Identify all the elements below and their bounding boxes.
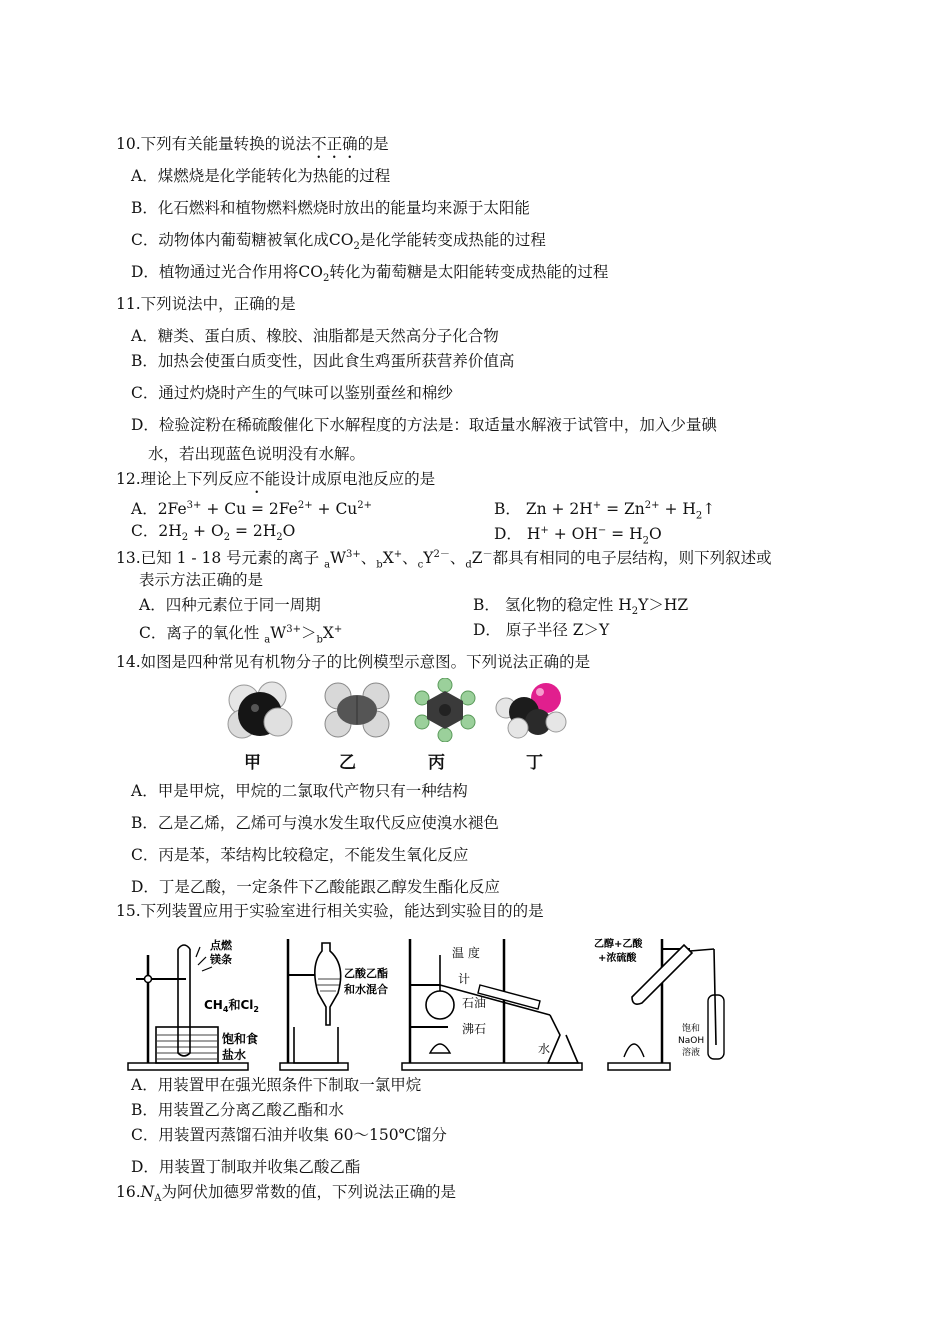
app2-label-1: 乙酸乙酯 — [344, 967, 388, 980]
q11-option-c: C．通过灼烧时产生的气味可以鉴别蚕丝和棉纱 — [131, 384, 453, 402]
q15-stem: 15.下列装置应用于实验室进行相关实验，能达到实验目的的是 — [116, 902, 544, 920]
app3-oil-label: 石油 — [462, 996, 487, 1010]
app1-gas-label: $CH_4$和$Cl_2$ — [204, 998, 259, 1014]
q15-option-c: C．用装置丙蒸馏石油并收集 60～150℃馏分 — [131, 1126, 447, 1144]
q11-option-d-cont: 水，若出现蓝色说明没有水解。 — [148, 445, 366, 463]
app3-thermo-label-2: 计 — [458, 972, 471, 986]
app4-reagent-label-2: +浓硫酸 — [598, 953, 637, 964]
q10-option-b: B．化石燃料和植物燃料燃烧时放出的能量均来源于太阳能 — [131, 199, 530, 217]
q15-option-b: B．用装置乙分离乙酸乙酯和水 — [131, 1101, 344, 1119]
app1-ignite-label: 点燃 — [210, 939, 232, 952]
q15-option-d: D．用装置丁制取并收集乙酸乙酯 — [131, 1158, 361, 1176]
q14-option-c: C．丙是苯，苯结构比较稳定，不能发生氧化反应 — [131, 846, 469, 864]
model-label-ding: 丁 — [526, 753, 543, 773]
q13-option-a: A．四种元素位于同一周期 — [139, 596, 321, 614]
model-label-bing: 丙 — [428, 753, 445, 773]
q11-option-b: B．加热会使蛋白质变性，因此食生鸡蛋所获营养价值高 — [131, 352, 515, 370]
q13-stem: 13.已知 1 - 18 号元素的离子 $_aW^{3+}$、$_b$X+、$_cY^{2-}$、$_d$Z－都具有相同的电子层结构，则下列叙述或 — [116, 549, 772, 571]
q14-option-d: D．丁是乙酸，一定条件下乙酸能跟乙醇发生酯化反应 — [131, 878, 500, 896]
q12-option-a: A．$2Fe^{3+} + Cu = 2Fe^{2+} + Cu^{2+}$ — [131, 500, 373, 519]
q11-option-d: D．检验淀粉在稀硫酸催化下水解程度的方法是：取适量水解液于试管中，加入少量碘 — [131, 416, 717, 434]
q13-option-d: D． 原子半径 Z＞Y — [473, 621, 610, 639]
q10-option-d: D．植物通过光合作用将$CO_2$转化为葡萄糖是太阳能转变成热能的过程 — [131, 263, 609, 285]
app2-label-2: 和水混合 — [344, 983, 388, 996]
q11-stem: 11.下列说法中，正确的是 — [116, 295, 296, 313]
app4-solution-label: 饱和 — [682, 1024, 701, 1034]
app1-brine-label: 饱和食 — [222, 1032, 259, 1046]
q16-stem: $16.N_A$为阿伏加德罗常数的值，下列说法正确的是 — [116, 1183, 456, 1205]
app1-brine-label-2: 盐水 — [222, 1048, 247, 1062]
benzene-model-image — [408, 678, 482, 742]
q10-option-c: C．动物体内葡萄糖被氧化成$CO_2$是化学能转变成热能的过程 — [131, 231, 546, 253]
q10-emphasis: 不正确 — [311, 135, 358, 153]
methane-model-image — [222, 678, 296, 742]
q14-option-a: A．甲是甲烷，甲烷的二氯取代产物只有一种结构 — [131, 782, 468, 800]
q12-stem: 12.理论上下列反应不能设计成原电池反应的是 — [116, 470, 436, 488]
ethylene-model-image — [320, 678, 394, 742]
app4-solution-label-2: NaOH — [678, 1036, 705, 1046]
q13-stem-cont: 表示方法正确的是 — [139, 571, 264, 589]
app3-water-label: 水 — [538, 1042, 551, 1056]
q12-emphasis: 不 — [249, 470, 265, 488]
acetic-acid-model-image — [494, 678, 568, 742]
model-label-yi: 乙 — [339, 753, 356, 773]
apparatus-jia-image — [126, 935, 276, 1075]
q12-option-b: B． $Zn + 2H^+ = Zn^{2+}$ + $H_2↑$ — [494, 500, 716, 522]
q14-stem: 14.如图是四种常见有机物分子的比例模型示意图。下列说法正确的是 — [116, 653, 591, 671]
q13-option-b: B． 氢化物的稳定性 $H_2Y>HZ$ — [473, 596, 689, 618]
app3-stone-label: 沸石 — [462, 1022, 487, 1036]
app4-solution-label-3: 溶液 — [682, 1048, 701, 1058]
app1-mg-label: 镁条 — [210, 953, 232, 966]
q13-option-c: C．离子的氧化性 $_aW^{3+}>_bX^+$ — [139, 624, 343, 646]
model-label-jia: 甲 — [244, 753, 261, 773]
apparatus-bing-image — [400, 935, 590, 1075]
apparatus-yi-image — [278, 935, 400, 1075]
q12-option-c: C．$2H_2 + O_2 = 2H_2O$ — [131, 522, 296, 544]
q14-option-b: B．乙是乙烯，乙烯可与溴水发生取代反应使溴水褪色 — [131, 814, 499, 832]
apparatus-ding-image — [594, 935, 744, 1075]
q15-option-a: A．用装置甲在强光照条件下制取一氯甲烷 — [131, 1076, 422, 1094]
app4-reagent-label: 乙醇+乙酸 — [594, 939, 643, 950]
q10-option-a: A．煤燃烧是化学能转化为热能的过程 — [131, 167, 391, 185]
q11-option-a: A．糖类、蛋白质、橡胶、油脂都是天然高分子化合物 — [131, 327, 499, 345]
q10-stem: 10.下列有关能量转换的说法不正确的是 — [116, 135, 389, 153]
app3-thermo-label: 温 度 — [452, 946, 480, 960]
q12-option-d: D． $H^+ + OH^- = H_2O$ — [494, 525, 662, 547]
